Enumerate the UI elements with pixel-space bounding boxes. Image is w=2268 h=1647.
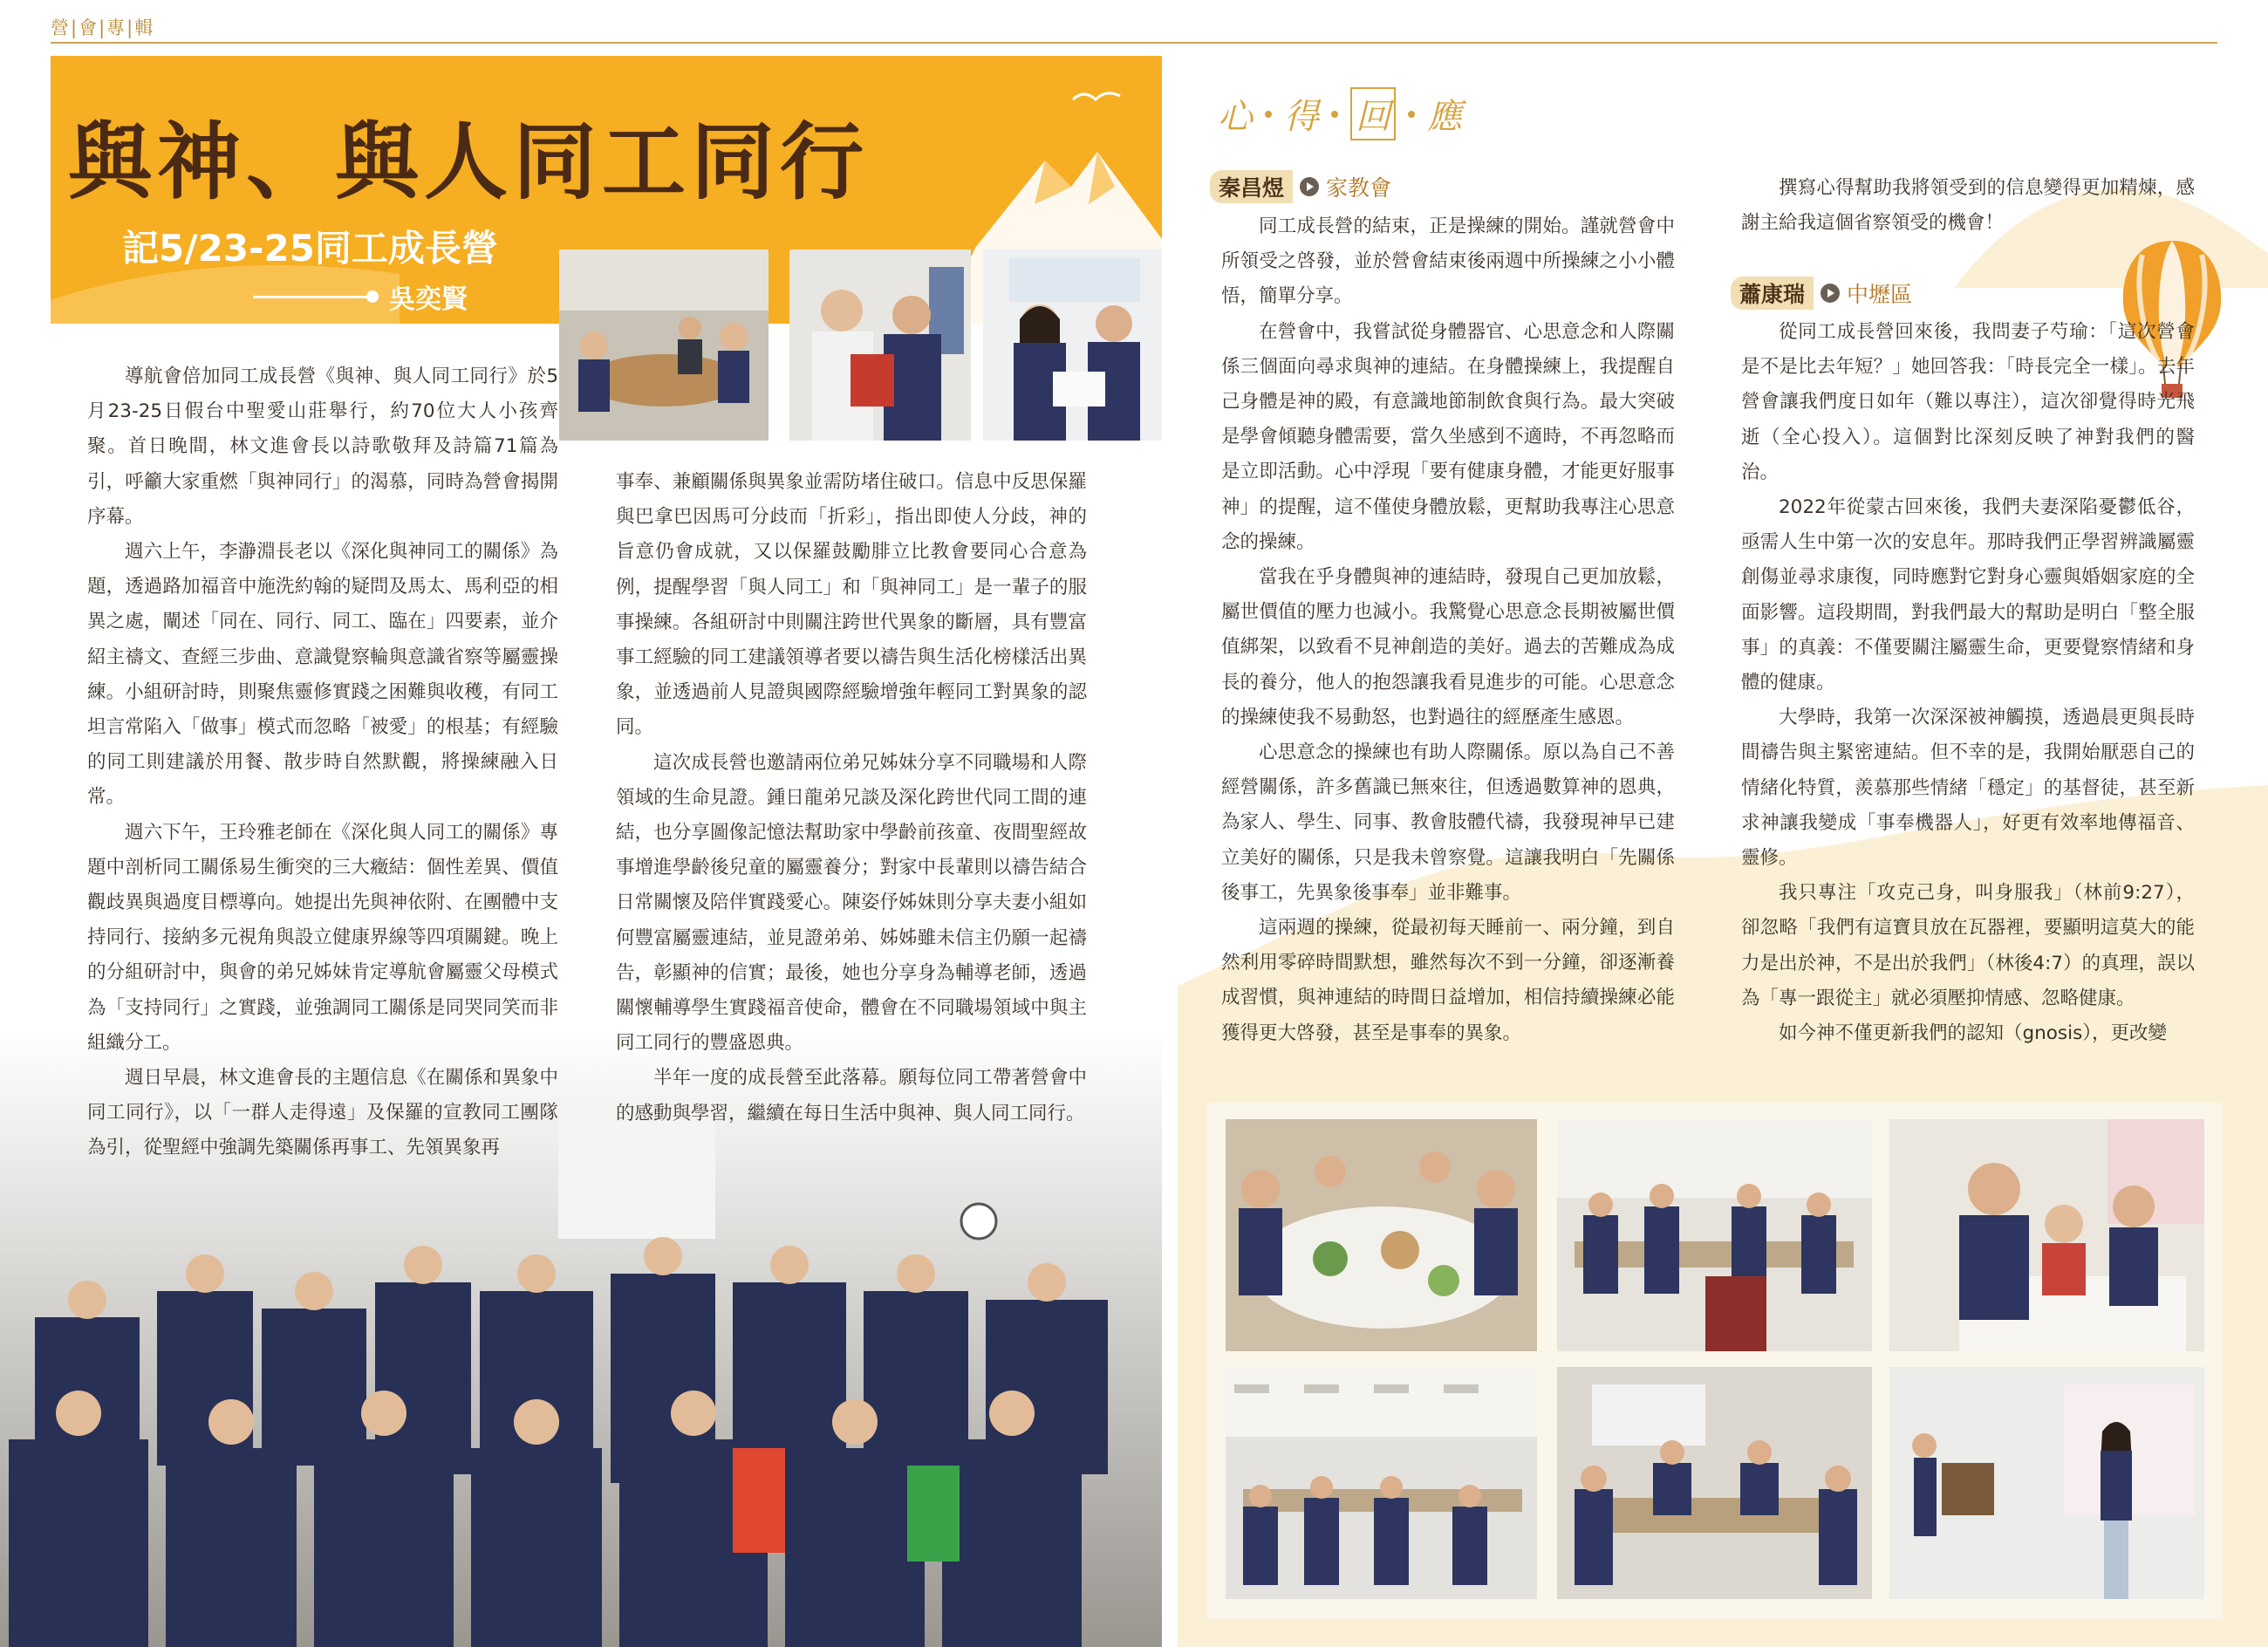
right-arrow-icon (1821, 284, 1840, 303)
article-title: 與神、與人同工同行 (68, 113, 869, 211)
bird-icon (1071, 87, 1124, 108)
photo-dining-hall (1557, 1119, 1872, 1351)
author-rule (253, 296, 366, 298)
photo-dinner-table (1226, 1119, 1537, 1351)
responses-title (1218, 87, 1462, 140)
response-paragraph: 如今神不僅更新我們的認知（gnosis），更改變 (1779, 1022, 2168, 1045)
article-paragraph: 半年一度的成長營至此落幕。願每位同工帶著營會中的感動與學習，繼續在每日生活中與神、與人同工同行。 (616, 1067, 1087, 1124)
response-author-name: 秦昌煜 (1210, 170, 1293, 203)
response-author-unit: 家教會 (1326, 175, 1392, 201)
response-header-1 (1210, 171, 1391, 202)
author-dot (366, 290, 379, 303)
article-column-1 (87, 359, 558, 1166)
photo-meeting-hall (1226, 1367, 1537, 1599)
response-paragraph: 撰寫心得幫助我將領受到的信息變得更加精煉，感謝主給我這個省察領受的機會！ (1741, 177, 2195, 235)
response-paragraph: 心思意念的操練也有助人際關係。原以為自己不善經營關係，許多舊識已無來往，但透過數算神的恩典，為家人、學生、同事、教會肢體代禱，我發現神早已建立美好的關係，只是我未曾察覺。這讓我明白「先關係後事工，先異象後事奉」並非難事。 (1221, 741, 1675, 904)
response-paragraph: 在營會中，我嘗試從身體器官、心思意念和人際關係三個面向尋求與神的連結。在身體操練上，我提醒自己身體是神的殿，有意識地節制飲食與行為。最大突破是學會傾聽身體需要，當久坐感到不適時，不再忽略而是立即活動。心中浮現「要有健康身體，才能更好服事神」的提醒，這不僅使身體放鬆，更幫助我專注心思意念的操練。 (1221, 320, 1675, 553)
responses-title-char: 應 (1427, 97, 1462, 137)
photo-certificate-woman (983, 249, 1162, 441)
section-tag: 營|會|專|輯 (51, 17, 155, 38)
article-paragraph: 週六上午，李瀞淵長老以《深化與神同工的關係》為題，透過路加福音中施洗約翰的疑問及馬太、馬利亞的相異之處，闡述「同在、同行、同工、臨在」四要素，並介紹主禱文、查經三步曲、意識覺察輪與意識省察等屬靈操練。小組研討時，則聚焦靈修實踐之困難與收穫，有同工坦言常陷入「做事」模式而忽略「被愛」的根基；有經驗的同工則建議於用餐、散步時自然默觀，將操練融入日常。 (87, 541, 558, 809)
responses-title-char: 回 (1350, 87, 1396, 140)
responses-title-char: 心 (1218, 97, 1253, 137)
article-paragraph: 事奉、兼顧關係與異象並需防堵住破口。信息中反思保羅與巴拿巴因馬可分歧而「折彩」，指出即使人分歧，神的旨意仍會成就，又以保羅鼓勵腓立比教會要同心合意為例，提醒學習「與人同工」和「與神同工」是一輩子的服事操練。各組研討中則關注跨世代異象的斷層，具有豐富事工經驗的同工建議領導者要以禱告與生活化榜樣活出異象，並透過前人見證與國際經驗增強年輕同工對異象的認同。 (616, 471, 1087, 739)
responses-title-char: 得 (1284, 97, 1319, 137)
response-column-2-intro (1741, 171, 2195, 241)
photo-group-discussion (559, 249, 769, 441)
response-paragraph: 這兩週的操練，從最初每天睡前一、兩分鐘，到自然利用零碎時間默想，雖然每次不到一分鐘，卻逐漸養成習慣，與神連結的時間日益增加，相信持續操練必能獲得更大啓發，甚至是事奉的異象。 (1221, 917, 1675, 1044)
photo-certificate-men (789, 249, 971, 441)
title-dot (1265, 111, 1272, 118)
response-paragraph: 大學時，我第一次深深被神觸摸，透過晨更與長時間禱告與主緊密連結。但不幸的是，我開始厭惡自己的情緒化特質，羨慕那些情緒「穩定」的基督徒，甚至新求神讓我變成「事奉機器人」，好更有效率地傳福音、靈修。 (1741, 707, 2195, 870)
response-header-2 (1731, 277, 1912, 309)
response-column-2 (1741, 315, 2195, 1051)
response-paragraph: 2022年從蒙古回來後，我們夫妻深陷憂鬱低谷，亟需人生中第一次的安息年。那時我們正學習辨識屬靈創傷並尋求康復，同時應對它對身心靈與婚姻家庭的全面影響。這段期間，對我們最大的幫助是明白「整全服事」的真義：不僅要關注屬靈生命，更要覺察情緒和身體的健康。 (1741, 496, 2195, 694)
article-column-2 (616, 465, 1087, 1131)
article-paragraph: 導航會倍加同工成長營《與神、與人同工同行》於5月23-25日假台中聖愛山莊舉行，約70位大人小孩齊聚。首日晚間，林文進會長以詩歌敬拜及詩篇71篇為引，呼籲大家重燃「與神同行」的渴慕，同時為營會揭開序幕。 (87, 366, 558, 528)
response-paragraph: 從同工成長營回來後，我問妻子芍瑜：「這次營會是不是比去年短？」她回答我：「時長完全一樣」。去年營會讓我們度日如年（難以專注），這次卻覺得時光飛逝（全心投入）。這個對比深刻反映了神對我們的醫治。 (1741, 321, 2195, 483)
top-rule (51, 42, 2217, 44)
response-author-name: 蕭康瑞 (1731, 277, 1814, 310)
article-paragraph: 週日早晨，林文進會長的主題信息《在關係和異象中同工同行》，以「一群人走得遠」及保羅的宣教同工團隊為引，從聖經中強調先築關係再事工、先領異象再 (87, 1067, 558, 1159)
response-paragraph: 同工成長營的結束，正是操練的開始。謹就營會中所領受之啓發，並於營會結束後兩週中所操練之小小體悟，簡單分享。 (1221, 215, 1675, 308)
author-name: 吳奕賢 (389, 284, 468, 315)
response-paragraph: 我只專注「攻克己身，叫身服我」（林前9:27），卻忽略「我們有這寶貝放在瓦器裡，要顯明這莫大的能力是出於神，不是出於我們」（林後4:7）的真理，誤以為「專一跟從主」就必須壓抑情感、忽略健康。 (1741, 882, 2195, 1009)
response-author-unit: 中壢區 (1847, 282, 1913, 307)
title-dot (1408, 111, 1415, 118)
article-paragraph: 週六下午，王玲雅老師在《深化與人同工的關係》專題中剖析同工關係易生衝突的三大癥結：個性差異、價值觀歧異與過度目標導向。她提出先與神依附、在團體中支持同行、接納多元視角與設立健康界線等四項關鍵。晚上的分組研討中，與會的弟兄姊妹肯定導航會屬靈父母模式為「支持同行」之實踐，並強調同工關係是同哭同笑而非組織分工。 (87, 821, 558, 1054)
title-dot (1331, 111, 1338, 118)
photo-worship-singing (1889, 1367, 2204, 1599)
right-arrow-icon (1300, 177, 1319, 196)
response-column-1 (1221, 209, 1675, 1051)
article-subtitle: 記5/23-25同工成長營 (122, 227, 498, 270)
response-paragraph: 當我在乎身體與神的連結時，發現自己更加放鬆，屬世價值的壓力也減小。我驚覺心思意念長期被屬世價值綁架，以致看不見神創造的美好。過去的苦難成為成長的養分，他人的抱怨讓我看見進步的可能。心思意念的操練使我不易動怒，也對過往的經歷產生感恩。 (1221, 566, 1675, 728)
photo-family-selfie (1889, 1119, 2204, 1351)
article-paragraph: 這次成長營也邀請兩位弟兄姊妹分享不同職場和人際領域的生命見證。鍾日龍弟兄談及深化跨世代同工間的連結，也分享圖像記憶法幫助家中學齡前孩童、夜間聖經故事增進學齡後兒童的屬靈養分；對家中長輩則以禱告結合日常關懷及陪伴實踐愛心。陳姿伃姊妹則分享夫妻小組如何豐富屬靈連結，並見證弟弟、姊姊雖未信主仍願一起禱告，彰顯神的信實；最後，她也分享身為輔導老師，透過關懷輔導學生實踐福音使命，體會在不同職場領域中與主同工同行的豐盛恩典。 (616, 751, 1087, 1055)
photo-group-table-discussion (1557, 1367, 1872, 1599)
author-line (253, 277, 468, 316)
